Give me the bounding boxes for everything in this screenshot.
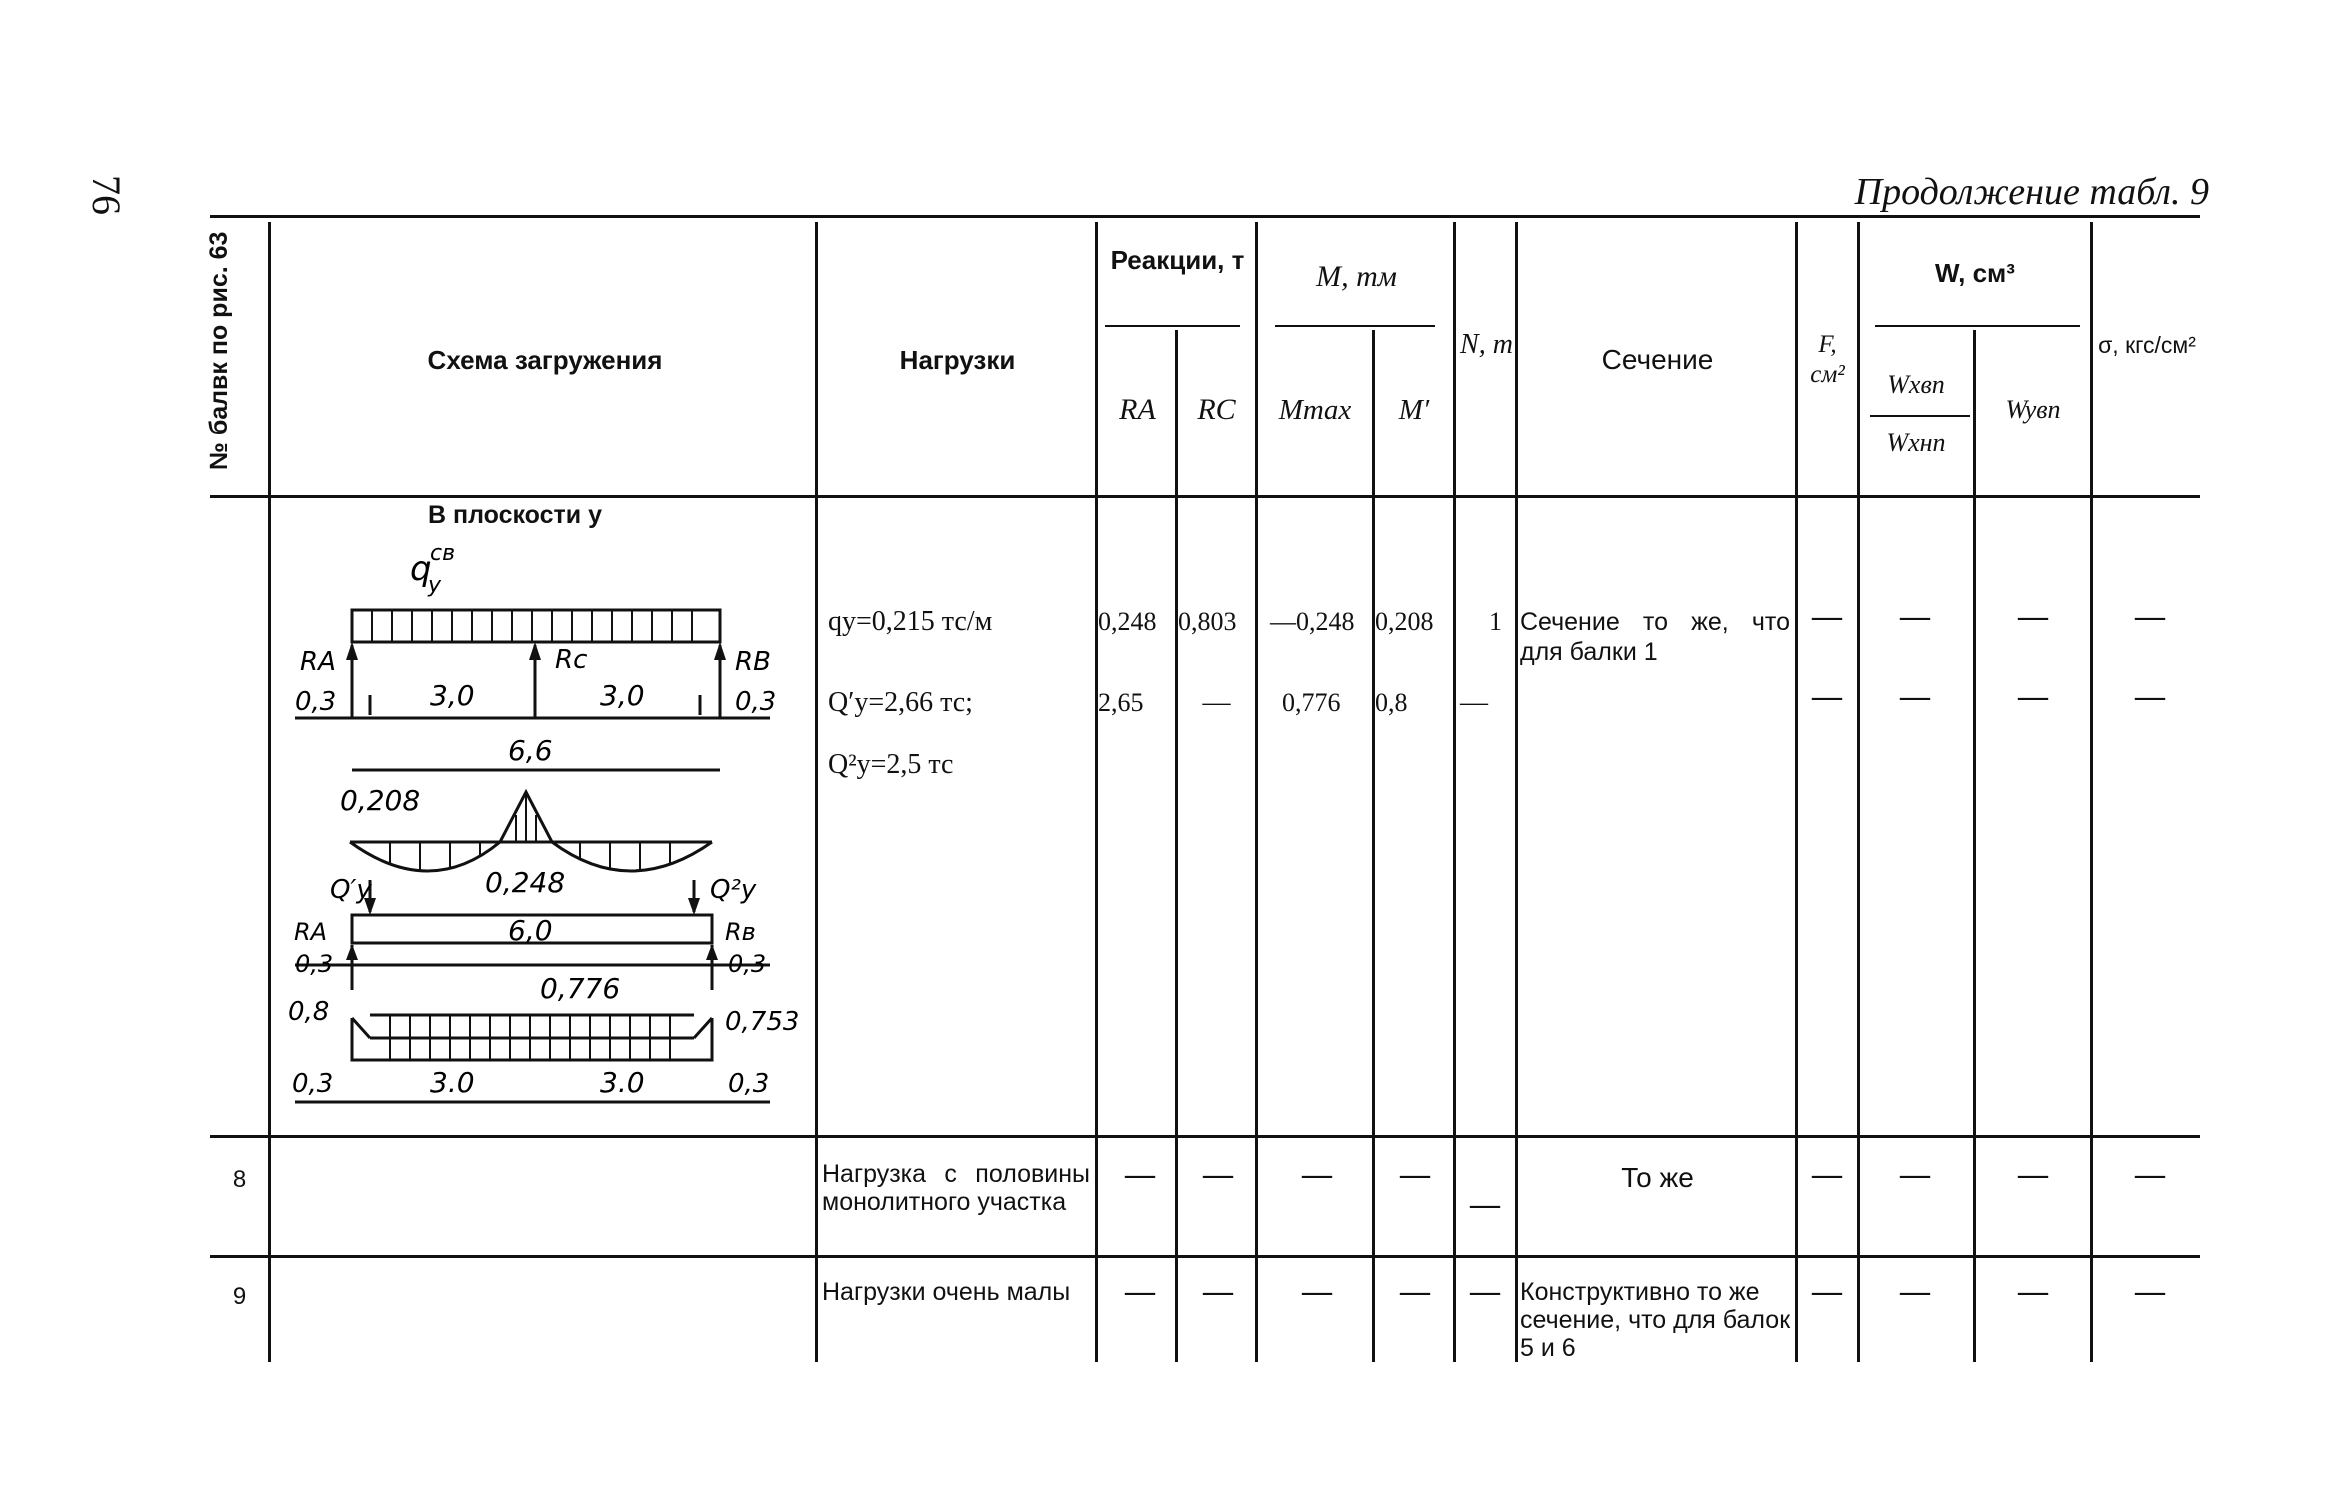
col-rule-4 (1175, 330, 1178, 1362)
wx-fraction-rule (1870, 415, 1970, 417)
col-rule-1 (268, 222, 271, 1362)
row8-ra: — (1125, 1158, 1155, 1191)
row7-f-2: — (1812, 680, 1842, 713)
row7-wy-2: — (2018, 680, 2048, 713)
row7-load-1: qy=0,215 тс/м (828, 606, 993, 637)
diagram-0776: 0,776 (540, 972, 621, 1005)
col-rule-10 (1857, 222, 1860, 1362)
reactions-sub-rule (1105, 325, 1240, 327)
row7-rc-2: — (1202, 687, 1231, 718)
diagram-66: 6,6 (508, 734, 553, 767)
table-caption: Продолжение табл. 9 (1854, 171, 2209, 213)
row8-no: 8 (232, 1166, 247, 1193)
diagram-q1: Q′y (330, 875, 372, 905)
row7-f-1: — (1812, 600, 1842, 633)
diagram-30-right: 3,0 (600, 679, 645, 712)
row9-loads: Нагрузки очень малы (822, 1278, 1071, 1306)
row8-bottom-rule (210, 1255, 2200, 1258)
col-rule-2 (815, 222, 818, 1362)
row8-sigma: — (2135, 1158, 2165, 1191)
col-rule-11 (1973, 330, 1976, 1362)
col-rule-7 (1453, 222, 1456, 1362)
row8-mprime: — (1400, 1158, 1430, 1191)
header-wx-bottom: Wxнп (1886, 428, 1946, 457)
row7-load-3: Q²y=2,5 тс (828, 749, 954, 780)
diagram-03-left: 0,3 (295, 687, 337, 717)
header-bottom-rule (210, 495, 2200, 498)
diagram-30-left-3: 3.0 (430, 1066, 475, 1099)
col-rule-6 (1372, 330, 1375, 1362)
row7-bottom-rule (210, 1135, 2200, 1138)
col-rule-5 (1255, 222, 1258, 1362)
row9-wy: — (2018, 1275, 2048, 1308)
row7-mmax-1: —0,248 (1270, 607, 1355, 636)
row9-wx: — (1900, 1275, 1930, 1308)
row7-mmax-2: 0,776 (1282, 688, 1341, 717)
diagram-0753: 0,753 (725, 1007, 800, 1037)
header-scheme: Схема загружения (427, 345, 663, 375)
header-mprime: M′ (1398, 394, 1430, 426)
diagram-0208: 0,208 (340, 784, 421, 817)
header-reactions: Реакции, т (1110, 245, 1245, 275)
row7-sigma-2: — (2135, 680, 2165, 713)
row9-section: Конструктивно то же сечение, что для балок 5 и 6 (1520, 1278, 1791, 1362)
header-ra: RA (1119, 393, 1156, 426)
header-wy: Wyвп (2005, 395, 2061, 424)
row9-f: — (1812, 1275, 1842, 1308)
header-loads: Нагрузки (899, 345, 1016, 375)
row8-wx: — (1900, 1158, 1930, 1191)
diagram-ra: RA (300, 647, 336, 677)
diagram-q-label: q (410, 549, 432, 589)
row7-subtitle: В плоскости y (428, 501, 602, 529)
col-rule-9 (1795, 222, 1798, 1362)
col-rule-8 (1515, 222, 1518, 1362)
row7-load-2: Q′y=2,66 тс; (828, 687, 973, 718)
row8-section: То же (1621, 1162, 1694, 1193)
moment-sub-rule (1275, 325, 1435, 327)
row7-rc-1: 0,803 (1178, 607, 1237, 636)
diagram-q-sub: y (428, 573, 442, 598)
header-sigma: σ, кгс/см² (2098, 332, 2196, 358)
row7-mprime-2: 0,8 (1375, 688, 1408, 717)
diagram-rb: RB (735, 647, 771, 677)
row9-no: 9 (232, 1283, 247, 1310)
header-wx-top: Wxвп (1887, 370, 1945, 399)
row7-n-1: 1 (1489, 607, 1502, 636)
header-section: Сечение (1601, 344, 1714, 375)
header-rc: RC (1197, 393, 1236, 426)
row8-n: — (1470, 1188, 1500, 1221)
row8-f: — (1812, 1158, 1842, 1191)
row7-wx-1: — (1900, 600, 1930, 633)
diagram-03-right-3: 0,3 (728, 1069, 770, 1099)
row7-mprime-1: 0,208 (1375, 607, 1434, 636)
diagram-q-sup: св (430, 541, 456, 566)
row9-sigma: — (2135, 1275, 2165, 1308)
row9-mprime: — (1400, 1275, 1430, 1308)
header-beam-no: № балвк по рис. 63 (205, 231, 233, 470)
header-w: W, см³ (1935, 258, 2015, 288)
diagram-03-right: 0,3 (735, 687, 777, 717)
header-f: F, см² (1810, 331, 1845, 388)
row7-ra-1: 0,248 (1098, 607, 1157, 636)
page-number: 76 (84, 175, 129, 215)
table-top-rule (210, 215, 2200, 218)
beam-loading-diagram (280, 520, 810, 1130)
row7-sigma-1: — (2135, 600, 2165, 633)
w-sub-rule (1875, 325, 2080, 327)
row8-rc: — (1203, 1158, 1233, 1191)
diagram-30-left: 3,0 (430, 679, 475, 712)
row9-rc: — (1203, 1275, 1233, 1308)
row7-section: Сечение то же, что для балки 1 (1520, 608, 1790, 666)
row7-wx-2: — (1900, 680, 1930, 713)
row9-mmax: — (1302, 1275, 1332, 1308)
row8-mmax: — (1302, 1158, 1332, 1191)
diagram-ra-2: RA (294, 918, 328, 946)
header-mmax: Mmax (1278, 394, 1352, 426)
diagram-60: 6,0 (508, 914, 553, 947)
diagram-30-right-3: 3.0 (600, 1066, 645, 1099)
header-n: N, т (1460, 329, 1513, 360)
row7-ra-2: 2,65 (1098, 688, 1144, 717)
diagram-rb-2: Rв (725, 918, 756, 946)
diagram-0248: 0,248 (485, 866, 566, 899)
diagram-08: 0,8 (288, 997, 330, 1027)
diagram-03-right-2: 0,3 (728, 950, 767, 978)
diagram-rc: Rc (555, 645, 588, 675)
row8-wy: — (2018, 1158, 2048, 1191)
header-moment: M, тм (1316, 260, 1397, 293)
diagram-03-left-3: 0,3 (292, 1069, 334, 1099)
row7-n-2: — (1460, 687, 1488, 718)
diagram-03-left-2: 0,3 (295, 950, 334, 978)
col-rule-12 (2090, 222, 2093, 1362)
row7-wy-1: — (2018, 600, 2048, 633)
row9-ra: — (1125, 1275, 1155, 1308)
row8-loads: Нагрузка с половины монолитного участка (822, 1160, 1090, 1216)
diagram-q2: Q²y (710, 875, 757, 905)
col-rule-3 (1095, 222, 1098, 1362)
row9-n: — (1470, 1275, 1500, 1308)
